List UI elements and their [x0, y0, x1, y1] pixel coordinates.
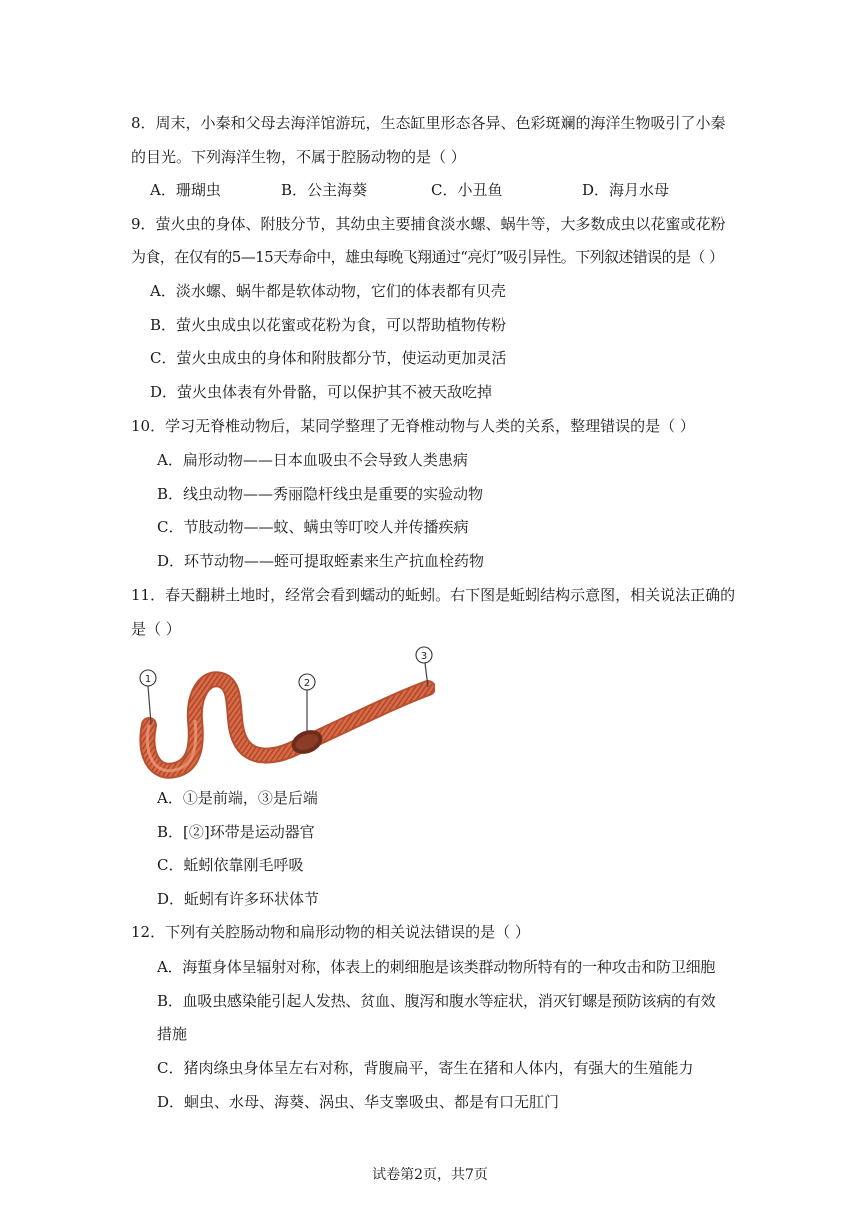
q12-option-b-line2: 措施 — [157, 1025, 188, 1043]
q12-option-d: D．蛔虫、水母、海葵、涡虫、华支睾吸虫、都是有口无肛门 — [157, 1093, 560, 1111]
q11-stem-line2: 是（ ） — [131, 620, 181, 638]
label-3 — [416, 647, 432, 663]
q9-option-a: A．淡水螺、蜗牛都是软体动物，它们的体表都有贝壳 — [150, 282, 506, 300]
q8-stem-line1: 8．周末，小秦和父母去海洋馆游玩，生态缸里形态各异、色彩斑斓的海洋生物吸引了小秦 — [131, 114, 726, 132]
q8-stem-line2: 的目光。下列海洋生物，不属于腔肠动物的是（ ） — [131, 148, 466, 166]
q8-option-d: D．海月水母 — [582, 181, 670, 199]
q9-stem-line2: 为食，在仅有的5—15天寿命中，雄虫每晚飞翔通过“亮灯”吸引异性。下列叙述错误的是（ ） — [131, 248, 724, 266]
q10-stem: 10．学习无脊椎动物后，某同学整理了无脊椎动物与人类的关系，整理错误的是（ ） — [131, 417, 695, 435]
q8-option-a: A．珊瑚虫 — [150, 181, 221, 199]
q10-option-c: C．节肢动物——蚊、螨虫等叮咬人并传播疾病 — [157, 518, 469, 536]
svg-text:1: 1 — [144, 674, 152, 685]
q9-option-c: C．萤火虫成虫的身体和附肢都分节，使运动更加灵活 — [150, 349, 507, 367]
q12-option-a: A．海蜇身体呈辐射对称，体表上的刺细胞是该类群动物所特有的一种攻击和防卫细胞 — [157, 958, 716, 976]
svg-text:3: 3 — [420, 651, 428, 662]
page-footer: 试卷第2页，共7页 — [372, 1167, 488, 1183]
earthworm-diagram — [135, 640, 435, 780]
q12-stem: 12．下列有关腔肠动物和扁形动物的相关说法错误的是（ ） — [131, 923, 530, 941]
q11-stem-line1: 11．春天翻耕土地时，经常会看到蠕动的蚯蚓。右下图是蚯蚓结构示意图，相关说法正确的 — [131, 586, 736, 604]
q12-option-b-line1: B．血吸虫感染能引起人发热、贫血、腹泻和腹水等症状，消灭钉螺是预防该病的有效 — [157, 992, 716, 1010]
label-1 — [140, 670, 156, 686]
q9-stem-line1: 9．萤火虫的身体、附肢分节，其幼虫主要捕食淡水螺、蜗牛等，大多数成虫以花蜜或花粉 — [131, 215, 726, 233]
q9-option-d: D．萤火虫体表有外骨骼，可以保护其不被天敌吃掉 — [150, 383, 493, 401]
q10-option-a: A．扁形动物——日本血吸虫不会导致人类患病 — [157, 451, 468, 469]
q12-option-c: C．猪肉绦虫身体呈左右对称，背腹扁平，寄生在猪和人体内，有强大的生殖能力 — [157, 1059, 694, 1077]
label-2 — [299, 674, 315, 690]
q11-option-b: B．[②]环带是运动器官 — [157, 823, 315, 841]
q10-option-d: D．环节动物——蛭可提取蛭素来生产抗血栓药物 — [157, 552, 485, 570]
q11-option-c: C．蚯蚓依靠刚毛呼吸 — [157, 856, 304, 874]
q9-option-b: B．萤火虫成虫以花蜜或花粉为食，可以帮助植物传粉 — [150, 316, 507, 334]
q11-option-d: D．蚯蚓有许多环状体节 — [157, 890, 320, 908]
q10-option-b: B．线虫动物——秀丽隐杆线虫是重要的实验动物 — [157, 485, 484, 503]
q8-option-b: B．公主海葵 — [281, 181, 368, 199]
q8-option-c: C．小丑鱼 — [431, 181, 503, 199]
q11-option-a: A．①是前端，③是后端 — [157, 789, 318, 807]
svg-text:2: 2 — [303, 678, 311, 689]
